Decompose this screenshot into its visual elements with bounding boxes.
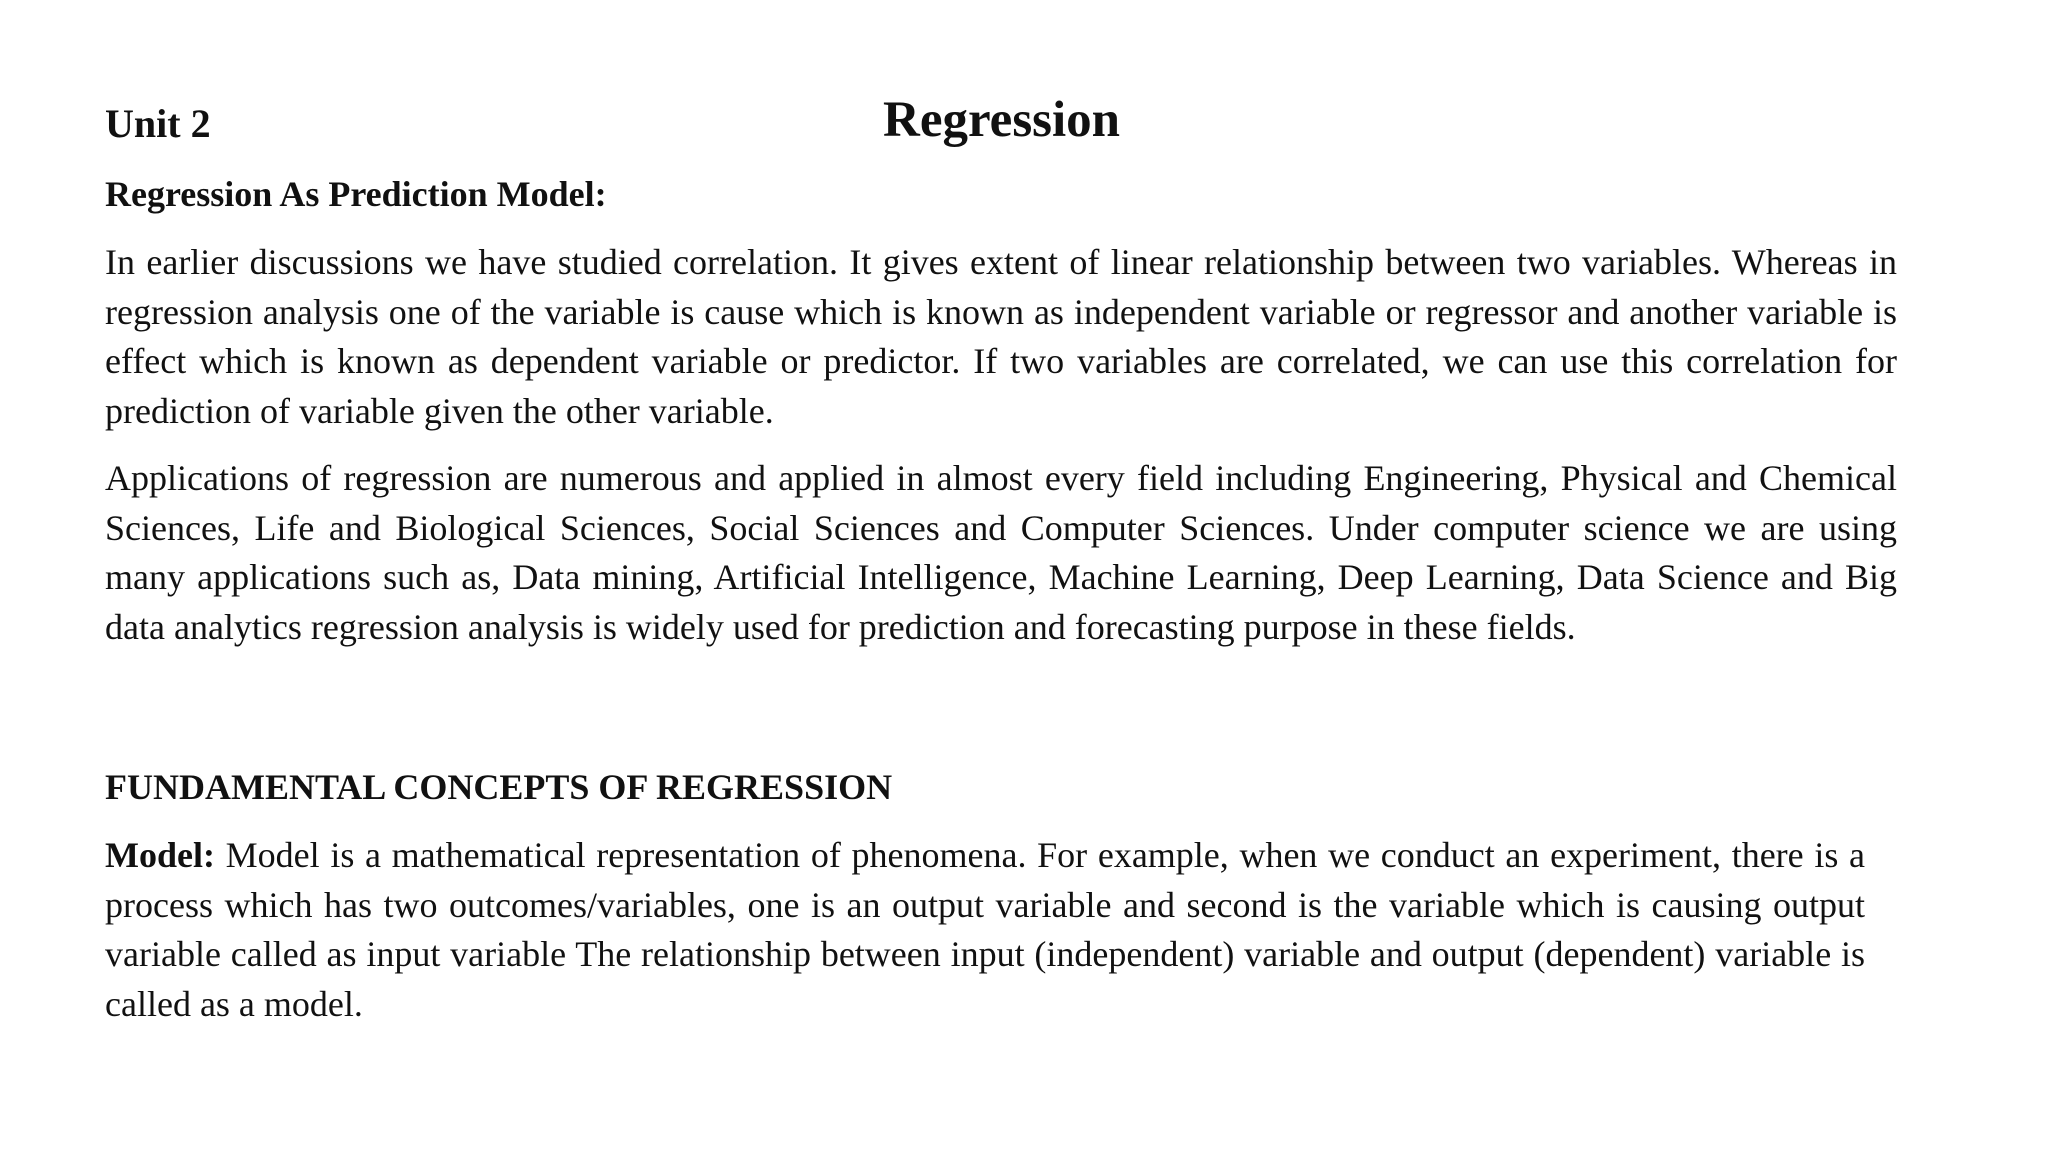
- model-term: Model:: [105, 835, 215, 875]
- concepts-heading: FUNDAMENTAL CONCEPTS OF REGRESSION: [105, 767, 893, 807]
- section-heading: Regression As Prediction Model:: [105, 174, 607, 214]
- model-definition-text: Model is a mathematical representation of phenomena. For example, when we conduct an experiment, there is a process which has two outcomes/variables, one is an output variable and second is the variable which is causing output variable called as input variable The relationship between input (independent) variable and output (dependent) variable is called as a model.: [105, 835, 1865, 1024]
- document-title: Regression: [883, 92, 1121, 148]
- paragraph-model-definition: [105, 831, 1865, 1029]
- unit-label: Unit 2: [105, 101, 211, 146]
- paragraph-applications: Applications of regression are numerous and applied in almost every field including Engineering, Physical and Chemical Sciences, Life and Biological Sciences, Social Sciences and Computer Sciences. Under computer science we are using many applications such as, Data mining, Artificial Intelligence, Machine Learning, Deep Learning, Data Science and Big data analytics regression analysis is widely used for prediction and forecasting purpose in these fields.: [105, 458, 1897, 647]
- paragraph-correlation: In earlier discussions we have studied correlation. It gives extent of linear relationship between two variables. Whereas in regression analysis one of the variable is cause which is known as independent variable or regressor and another variable is effect which is known as dependent variable or predictor. If two variables are correlated, we can use this correlation for prediction of variable given the other variable.: [105, 242, 1897, 431]
